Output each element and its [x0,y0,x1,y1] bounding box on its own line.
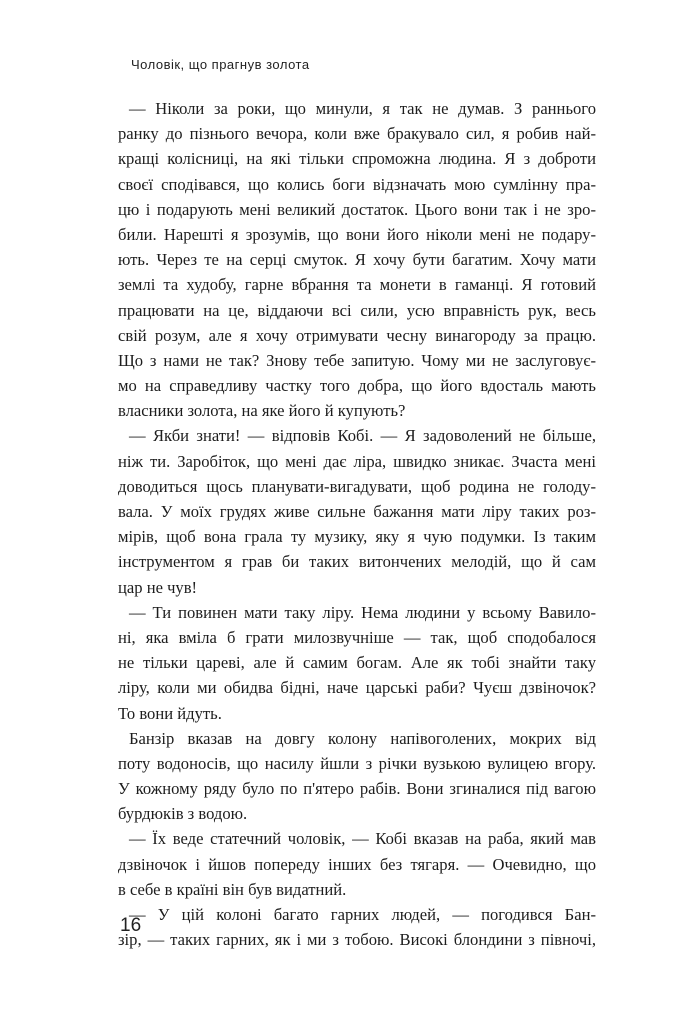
text-line: цю і подарують мені великий достаток. Цього вони так і не зро- [118,199,596,219]
text-line: ють. Через те на серці смуток. Я хочу бути багатим. Хочу мати [118,250,596,270]
text-line: цар не чув! [118,577,198,597]
running-header: Чоловік, що прагнув золота [131,57,310,72]
text-line: — Якби знати! — відповів Кобі. — Я задоволений не більше, [129,426,596,446]
paragraph [118,902,596,952]
text-line: ранку до пізнього вечора, коли вже бракувало сил, я робив най- [118,124,596,144]
text-line: мірів, щоб вона грала ту музику, яку я чую подумки. Із таким [118,527,596,547]
body-text [118,96,596,952]
paragraph [118,726,596,827]
text-line: власники золота, на яке його й купують? [118,401,406,421]
text-line: доводиться щось планувати-вигадувати, щоб родина не голоду- [118,476,596,496]
text-line: інструментом я грав би таких витончених мелодій, що й сам [118,552,596,572]
text-line: — Їх веде статечний чоловік, — Кобі вказав на раба, який мав [129,829,596,849]
text-line: кращі колісниці, на які тільки спроможна людина. Я з доброти [118,149,596,169]
text-line: землі та худобу, гарне вбрання та монети в гаманці. Я готовий [118,275,596,295]
text-line: бурдюків з водою. [118,804,248,824]
text-line: ніж ти. Заробіток, що мені дає ліра, швидко зникає. Зчаста мені [118,451,596,471]
paragraph [118,600,596,726]
paragraph [118,423,596,599]
text-line: ні, яка вміла б грати милозвучніше — так, щоб сподобалося [118,627,596,647]
text-line: Банзір вказав на довгу колону напівоголених, мокрих від [129,728,596,748]
paragraph [118,826,596,902]
text-line: — Ніколи за роки, що минули, я так не думав. З раннього [129,99,596,118]
text-line: не тільки цареві, але й самим богам. Але як тобі знайти таку [118,653,596,673]
text-line: свій розум, але я хочу отримувати чесну винагороду за працю. [118,325,596,345]
text-line: зір, — таких гарних, як і ми з тобою. Високі блондини з півночі, [118,930,596,950]
text-line: мо на справедливу частку того добра, що його вдосталь мають [118,376,596,396]
paragraph [118,96,596,423]
text-line: дзвіночок і йшов попереду інших без тягаря. — Очевидно, що [118,854,596,874]
text-line: Що з нами не так? Знову тебе запитую. Чому ми не заслуговує- [118,350,596,370]
text-line: своєї сподівався, що колись боги відзначать мою сумлінну пра- [118,174,596,194]
text-line: — У цій колоні багато гарних людей, — погодився Бан- [129,905,596,924]
text-line: били. Нарешті я зрозумів, що вони його ніколи мені не подару- [118,224,596,244]
text-line: вала. У моїх грудях живе сильне бажання мати ліру таких роз- [118,502,596,521]
text-line: — Ти повинен мати таку ліру. Нема людини у всьому Вавило- [129,602,596,622]
text-line: ліру, коли ми обидва бідні, наче царські раби? Чуєш дзвіночок? [118,678,596,698]
text-line: То вони йдуть. [118,703,222,723]
text-line: в себе в країні він був видатний. [118,879,347,899]
text-line: У кожному ряду було по п'ятеро рабів. Вони згиналися під вагою [118,779,596,799]
text-line: поту водоносів, що насилу йшли з річки вузькою вулицею вгору. [118,753,596,773]
text-line: працювати на це, віддаючи всі сили, усю вправність рук, весь [118,300,596,320]
page-number: 16 [120,915,142,936]
